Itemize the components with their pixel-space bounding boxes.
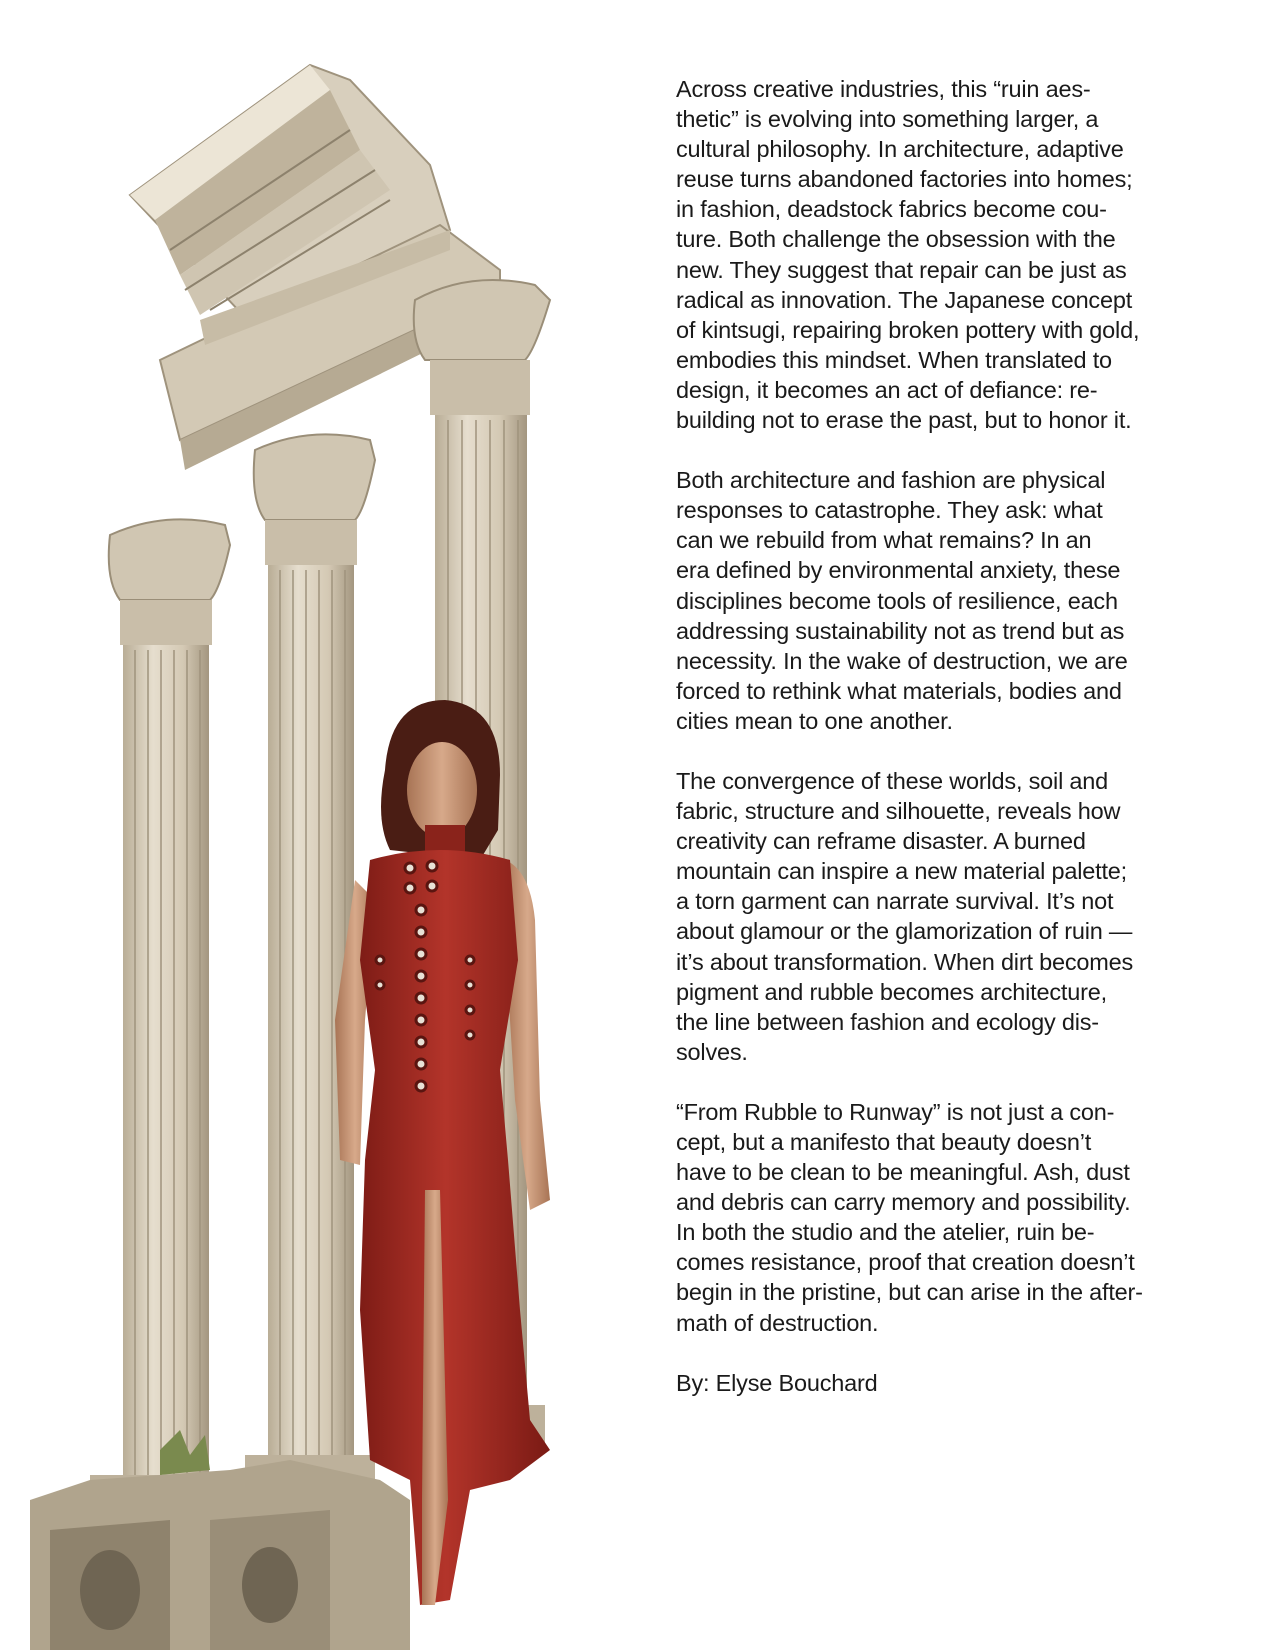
text-line: building not to erase the past, but to honor it. [676, 407, 1132, 434]
text-line: “From Rubble to Runway” is not just a con- [676, 1098, 1115, 1125]
article-text [676, 74, 1196, 1398]
text-line: new. They suggest that repair can be just as [676, 256, 1127, 283]
text-line: necessity. In the wake of destruction, we are [676, 647, 1128, 674]
text-line: can we rebuild from what remains? In an [676, 527, 1092, 554]
collage-illustration [30, 60, 590, 1650]
ruins-fashion-collage [30, 60, 590, 1650]
text-line: math of destruction. [676, 1309, 879, 1336]
article-paragraph [676, 766, 1196, 1067]
text-line: Both architecture and fashion are physical [676, 467, 1106, 494]
text-line: cept, but a manifesto that beauty doesn’t [676, 1129, 1092, 1155]
text-line: addressing sustainability not as trend but as [676, 617, 1125, 644]
text-line: pigment and rubble becomes architecture, [676, 978, 1107, 1005]
text-line: cities mean to one another. [676, 707, 953, 734]
text-line: have to be clean to be meaningful. Ash, dust [676, 1159, 1130, 1186]
text-line: thetic” is evolving into something larger, a [676, 106, 1099, 133]
text-line: it’s about transformation. When dirt becomes [676, 948, 1134, 975]
text-line: creativity can reframe disaster. A burned [676, 828, 1086, 855]
text-line: fabric, structure and silhouette, reveals how [676, 798, 1121, 825]
text-line: embodies this mindset. When translated to [676, 346, 1112, 373]
article-paragraph [676, 74, 1196, 435]
text-line: a torn garment can narrate survival. It’s not [676, 888, 1114, 915]
text-line: era defined by environmental anxiety, these [676, 557, 1121, 584]
article-paragraph [676, 465, 1196, 736]
text-line: responses to catastrophe. They ask: what [676, 497, 1103, 524]
text-line: and debris can carry memory and possibility. [676, 1189, 1131, 1216]
text-line: comes resistance, proof that creation doesn’t [676, 1249, 1135, 1276]
text-line: in fashion, deadstock fabrics become cou- [676, 196, 1107, 223]
text-line: forced to rethink what materials, bodies and [676, 677, 1122, 704]
text-line: ture. Both challenge the obsession with the [676, 226, 1116, 253]
text-line: about glamour or the glamorization of ruin — [676, 918, 1133, 945]
left-column [90, 519, 240, 1525]
text-line: cultural philosophy. In architecture, adaptive [676, 136, 1124, 163]
text-line: radical as innovation. The Japanese concept [676, 286, 1133, 313]
text-line: In both the studio and the atelier, ruin be- [676, 1219, 1095, 1246]
text-line: of kintsugi, repairing broken pottery with gold, [676, 316, 1140, 343]
text-line: disciplines become tools of resilience, each [676, 587, 1118, 614]
author-byline: By: Elyse Bouchard [676, 1369, 878, 1396]
text-line: The convergence of these worlds, soil and [676, 767, 1109, 794]
text-line: the line between fashion and ecology dis- [676, 1008, 1099, 1035]
text-line: Across creative industries, this “ruin aes- [676, 76, 1091, 102]
text-line: mountain can inspire a new material palette; [676, 858, 1128, 885]
text-line: solves. [676, 1038, 748, 1065]
text-line: design, it becomes an act of defiance: re- [676, 376, 1098, 403]
text-line: reuse turns abandoned factories into homes; [676, 166, 1133, 193]
article-paragraph [676, 1097, 1196, 1338]
text-line: begin in the pristine, but can arise in the after- [676, 1279, 1143, 1306]
